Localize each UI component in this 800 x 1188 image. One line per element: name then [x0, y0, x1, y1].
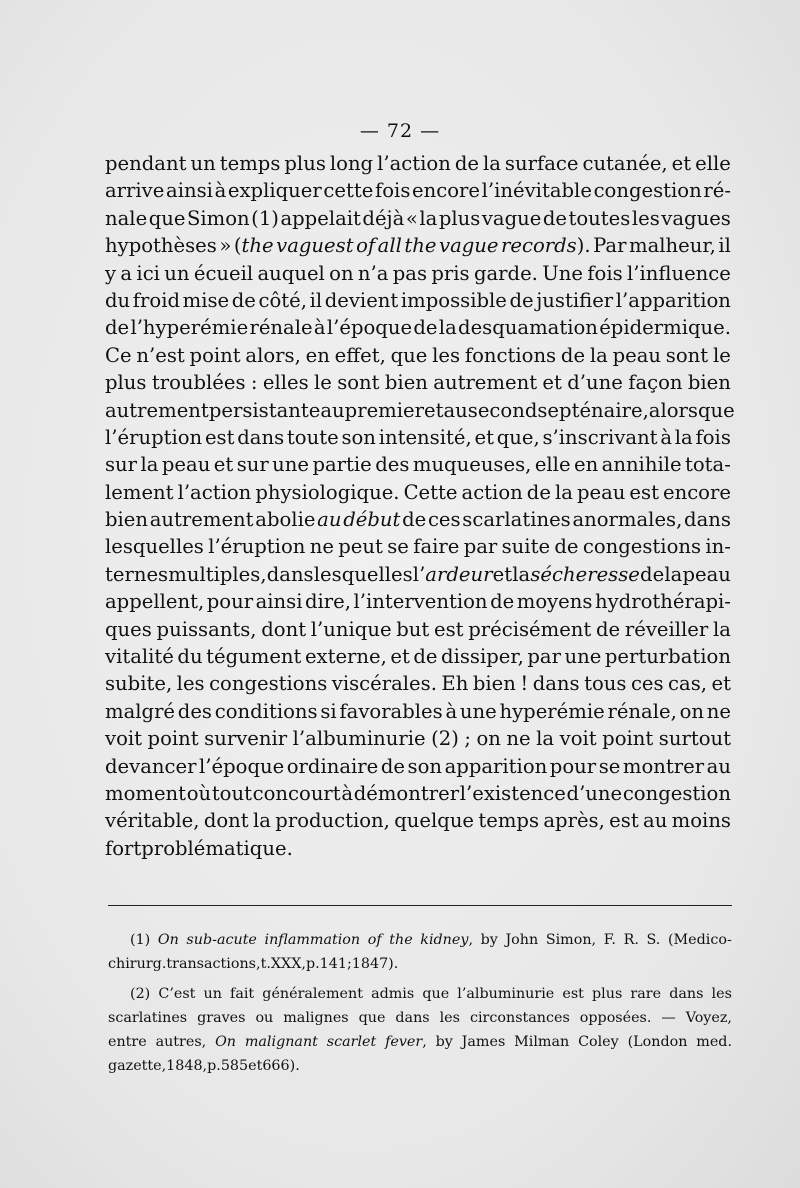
body-line: ques puissants, dont l’unique but est précisément de réveiller la: [105, 617, 731, 641]
footnote-line: (2) C’est un fait généralement admis que l’albuminurie est plus rare dans les: [130, 986, 732, 1002]
body-line: autrement persistante au premier et au second septénaire, alors que: [105, 398, 735, 422]
page-number: — 72 —: [359, 120, 441, 142]
footnote-line: entre autres, On malignant scarlet fever, by James Milman Coley (London med.: [108, 1034, 732, 1050]
body-line: devancer l’époque ordinaire de son apparition pour se montrer au: [105, 754, 731, 778]
body-line: lesquelles l’éruption ne peut se faire par suite de congestions in-: [105, 535, 731, 559]
body-line: vitalité du tégument externe, et de dissiper, par une perturbation: [105, 645, 731, 669]
body-line: fort problématique.: [105, 836, 293, 860]
body-line: arrive ainsi à expliquer cette fois encore l’inévitable congestion ré-: [105, 179, 731, 203]
footnote-line: scarlatines graves ou malignes que dans les circonstances opposées. — Voyez,: [108, 1010, 732, 1026]
body-line: du froid mise de côté, il devient impossible de justifier l’apparition: [105, 288, 731, 312]
body-text: [105, 150, 735, 862]
body-line: hypothèses » (the vaguest of all the vague records). Par malheur, il: [105, 234, 731, 258]
body-line: nale que Simon (1) appelait déjà « la plus vague de toutes les vagues: [105, 206, 731, 230]
body-line: lement l’action physiologique. Cette action de la peau est encore: [105, 480, 731, 504]
body-line: véritable, dont la production, quelque temps après, est au moins: [105, 809, 731, 833]
footnote-line: chirurg. transactions, t. XXX, p. 141 ; 1847).: [108, 956, 399, 972]
body-line: subite, les congestions viscérales. Eh bien ! dans tous ces cas, et: [105, 672, 731, 696]
body-line: sur la peau et sur une partie des muqueuses, elle en annihile tota-: [105, 453, 731, 477]
body-line: pendant un temps plus long l’action de la surface cutanée, et elle: [105, 152, 731, 175]
body-line: bien autrement abolie au début de ces scarlatines anormales, dans: [105, 508, 731, 532]
body-line: de l’hyperémie rénale à l’époque de la desquamation épidermique.: [105, 316, 731, 340]
body-line: moment où tout concourt à démontrer l’existence d’une congestion: [105, 781, 731, 805]
body-line: y a ici un écueil auquel on n’a pas pris garde. Une fois l’influence: [105, 261, 731, 285]
footnote-1: [108, 928, 732, 976]
footnote-line: (1) On sub-acute inflammation of the kidney, by John Simon, F. R. S. (Medico-: [130, 932, 732, 948]
body-line: voit point survenir l’albuminurie (2) ; on ne la voit point surtout: [105, 727, 731, 751]
body-line: appellent, pour ainsi dire, l’intervention de moyens hydrothérapi-: [105, 590, 731, 614]
footnote-2: [108, 982, 732, 1078]
body-line: plus troublées : elles le sont bien autrement et d’une façon bien: [105, 371, 731, 395]
body-line: malgré des conditions si favorables à une hyperémie rénale, on ne: [105, 699, 731, 723]
body-line: l’éruption est dans toute son intensité, et que, s’inscrivant à la fois: [105, 425, 731, 449]
footnote-line: gazette, 1848, p. 585 et 666).: [108, 1058, 300, 1074]
body-line: ternes multiples, dans lesquelles l’ardeur et la sécheresse de la peau: [105, 562, 731, 586]
footnote-divider: [108, 905, 732, 906]
body-line: Ce n’est point alors, en effet, que les fonctions de la peau sont le: [105, 343, 731, 367]
footnotes: [108, 928, 732, 1084]
